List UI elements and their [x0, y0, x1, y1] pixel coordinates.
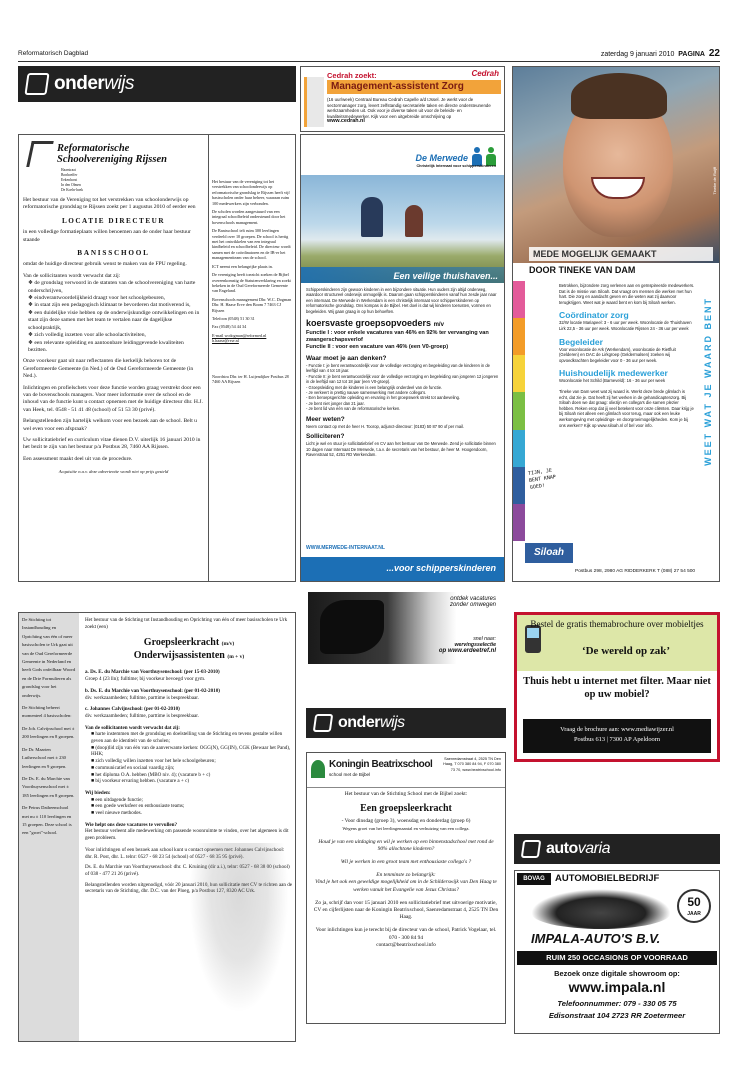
urk-req: ■ (doop)lid zijn van één van de aanverwante kerken: OGG(N), GG(IN), CGK (Bewaar het Pand), HHK;: [91, 744, 291, 758]
merwede-bullet: - Je verkeert in prettig nauwe samenwerking met andere collega's.: [306, 390, 427, 396]
merwede-footer: [301, 557, 504, 581]
rsv-ad: [18, 134, 296, 582]
beatrix-email[interactable]: contact@beatrixschool.info: [376, 941, 436, 948]
merwede-bullet: - Je bent niet jonger dan 21 jaar.: [306, 400, 365, 406]
merwede-bullet-text: Je bent lid van één van de reformatorische kerken.: [308, 406, 401, 412]
erdee-l1: ontdek vacatures: [450, 596, 496, 602]
media-quote: ‘De wereld op zak’: [581, 645, 671, 657]
urk-w: Wij bieden:: [85, 789, 111, 796]
rsv-p2: Inlichtingen en profielschets voor deze functie worden graag verstrekt door een van de bovenschools managers. Voor meer informatie over de school en de inhoud van de functie kunt u contact opnemen met de huidige directeur dhr. H.J. van Heek, tel. 0548 - 51 41 48 (school) of 51 53 30 (privé).: [23, 384, 203, 413]
siloah-hair: [571, 73, 667, 119]
siloah-logo: Siloah: [525, 543, 573, 563]
siloah-job1: Coördinator zorg: [559, 310, 629, 321]
urk-c-text: div. werkzaamheden; fulltime, parttime is bespreekbaar.: [85, 712, 199, 719]
urk-h1-suffix: (m/v): [221, 641, 235, 648]
page-header: [18, 48, 720, 62]
rsv-req: ❖ in staat zijn een pedagogisch klimaat te bevorderen dat motiverend is,: [28, 302, 191, 309]
rsv-req: ❖ de grondslag verwoord in de statuten van de schoolvereniging van harte onderschrijven,: [28, 280, 196, 294]
section-onderwijs-bar: [18, 66, 296, 102]
urk-ad: [18, 612, 296, 1042]
beatrix-d: - Voor dinsdag (groep 3), woensdag en donderdag (groep 6): [341, 818, 471, 825]
merwede-h2: Waar moet je aan denken?: [306, 355, 387, 363]
merwede-logo: De Merwede: [415, 153, 468, 163]
erdee-l2: zonder omwegen: [449, 602, 496, 608]
urk-side-p: De Joh. Calvijnschool met ± 200 leerlingen en 8 groepen.: [22, 725, 75, 740]
urk-intro: Het bestuur van de Stichting tot Instandhouding en Oprichting van één of meer basisscholen te Urk zoekt (een): [85, 617, 288, 630]
rsv-side-p: Fax (0548) 54 44 34: [212, 324, 247, 330]
siloah-job1-text: 32/W locatie Mariapeel: 3 - 6 uur per week. Woonlocatie de Thuishaven Lirk 22,5 - 36 uur per week. Woonlocatie Rijssen 24 - 36 uur per week: [559, 320, 692, 331]
siloah-ad: [512, 66, 720, 582]
page-number-block: [601, 48, 720, 59]
rsv-p1: Onze voorkeur gaat uit naar reflectanten die kerkelijk behoren tot de Gereformeerde Gemeente (in Ned.) of de Oud Gereformeerde Gemeente (in Ned.).: [23, 358, 194, 380]
merwede-bullets: [306, 363, 500, 412]
urk-req-text: bij voorkeur ervaring hebben. (vacature a + c): [95, 778, 190, 785]
rsv-side-p: ICT neemt een belangrijke plaats in.: [212, 263, 273, 269]
rsv-side-p: Bovenschools management Dhr. W.C. Dogman Dhr. H. Haase Erve den Boom 7 7463 CJ Rijssen: [212, 296, 292, 313]
cedrah-body: [327, 97, 503, 125]
cedrah-url[interactable]: www.cedrah.nl: [327, 118, 365, 125]
rsv-side-p: De Banisschool telt ruim 300 leerlingen verdeeld over 10 groepen. De school is hertig met het ontwikkelen van een integraal kindbeleid en schoolbeleid. De directeur wordt samen met de coördinatoren en de IB-er het managementteam van de school.: [212, 228, 291, 261]
rsv-logo: [19, 135, 208, 165]
cedrah-logo: Cedrah: [471, 69, 499, 78]
rsv-schools: [19, 165, 208, 193]
merwede-h1: koersvaste groepsopvoeders: [306, 318, 432, 329]
rsv-p3: Belangstellenden zijn hartelijk welkom voor een bezoek aan de school. Belt u wel even voor een afspraak?: [23, 418, 197, 432]
merwede-bullet-text: Je bent niet jonger dan 21 jaar.: [308, 400, 365, 406]
rsv-intro2: in een volledige formatieplaats willen benoemen aan de onder haar bestuur staande: [23, 229, 191, 243]
rsv-emblem-icon: [26, 141, 54, 167]
merwede-photo: [301, 175, 504, 283]
merwede-bullet: - Groepsleiding met de kinderen is een belangrijk onderdeel van de functie.: [306, 384, 443, 390]
rsv-req-text: de grondslag verwoord in de statuten van de schoolvereniging van harte onderschrijven,: [28, 280, 196, 294]
urk-side-p: De Ds. E. du Marchie van Voorthuysenschool met ± 185 leerlingen en 8 groepen.: [22, 775, 75, 798]
siloah-headline: MEDE MOGELIJK GEMAAKT: [529, 247, 713, 261]
urk-req-text: (doop)lid zijn van één van de aanverwante kerken: OGG(N), GG(IN), CGK (Bewaar het Pand), HHK;: [91, 744, 291, 758]
auto-word2: varia: [577, 840, 610, 857]
header-rule: [18, 61, 720, 62]
siloah-job2-text: Voor woonlocatie de Ark (Werkendam), woonlocatie de Rietfluit (Gelderen) en DAC de Lirkgroep (Geldermalsen) zoeken wij opvoedkrachten begeleider voor 0 - 36 uur per week.: [559, 346, 676, 363]
impala-car-icon: [531, 889, 671, 929]
rsv-req-text: zich volledig inzetten voor alle schoolactiviteiten,: [34, 332, 146, 339]
section-word1-2: onder: [338, 714, 380, 731]
siloah-handwriting: TIJN, JE BENT KNAP GOED!: [527, 467, 557, 491]
impala-address: Edisonstraat 104 2723 RR Zoetermeer: [548, 1011, 686, 1020]
media-b2: Postbus 613 | 7300 AP Apeldoorn: [573, 736, 661, 743]
urk-req: ■ harte instemmen met de grondslag en doelstelling van de Stichting en tevens gestalte willen geven aan de identiteit van de scholen;: [91, 731, 283, 745]
rsv-school: Haarstraat: [61, 168, 76, 172]
rsv-req-list: [23, 280, 204, 354]
urk-sidebar: [19, 613, 79, 1041]
media-b1[interactable]: Vraag de brochure aan: www.mediawijzer.nl: [560, 726, 674, 733]
section-word2: wijs: [104, 73, 134, 94]
rsv-side-p: Telefoon (0548) 51 30 31: [212, 315, 255, 321]
rsv-school: Eekenhorst: [61, 178, 78, 182]
merwede-bullet: - Functie II: je bent verantwoordelijk voor de volledige verzorging en begeleiding van jongeren 12 jongeren in de leeftijd van 12 tot 18 jaar (een V0-groep).: [306, 373, 499, 385]
section-word1: onder: [54, 73, 105, 94]
erdee-l3: snel naar:: [473, 636, 496, 642]
impala-ad: [514, 870, 720, 1034]
beatrix-i1: Het bestuur van de Stichting School met de Bijbel zoekt:: [344, 791, 468, 797]
siloah-body: [559, 283, 695, 428]
impala-name: IMPALA-AUTO'S B.V.: [531, 931, 661, 946]
urk-a-text: Groep 4 (23 lln); fulltime; bij voorkeur bevoegd voor gym.: [85, 676, 206, 683]
urk-offer: ■ veel nieuwe methodes.: [91, 810, 142, 817]
siloah-intro: Betrokken, bijzondere zorg verlenen aan en geïnspireerde medewerkers. Dat is de missie van Siloah. Dat vraagt om mensen die werken met hun hart. Die zorg en aandacht geven en die weten wat zij daarvoor terugkrijgen. Weet wat je waard bent en kom bij Siloah werken.: [559, 283, 695, 305]
urk-tree-watermark: [189, 843, 289, 1013]
cedrah-label: Cedrah zoekt:: [327, 71, 377, 80]
media-title: Bestel de gratis themabrochure over mobieltjes: [530, 619, 704, 629]
urk-send: Belangstellenden worden uitgenodigd, vóór 20 januari 2010, hun sollicitatie met CV te richten aan de secretaris van de Stichting, dhr. D.C. van der Ploeg, p/a Postbus 127, 8320 AC Urk.: [85, 881, 293, 895]
rsv-req: ❖ een relevante opleiding en aantoonbare leidinggevende kwaliteiten bezitten.: [28, 339, 184, 353]
media-question: Thuis hebt u internet met filter. Maar niet op uw mobiel?: [523, 676, 711, 700]
urk-req-list: [85, 731, 293, 785]
merwede-h1-suffix: m/v: [433, 322, 444, 329]
rsv-side-p: Noordstra Dhr. ter H. Luijendijker Postbus 28 7460 AA Rijssen: [212, 373, 289, 384]
rsv-req-text: een relevante opleiding en aantoonbare leidinggevende kwaliteiten bezitten.: [28, 339, 184, 353]
merwede-h3: Meer weten?: [306, 415, 345, 423]
urk-offer: ■ een goede werksfeer en enthousiaste teams;: [91, 803, 185, 810]
rsv-req: ❖ zich volledig inzetten voor alle schoolactiviteiten,: [28, 332, 146, 339]
urk-a: a. Ds. E. du Marchie van Voorthuysenschool: (per 15-03-2010): [85, 669, 220, 676]
urk-v: Van de sollicitanten wordt verwacht dat zij:: [85, 724, 180, 731]
rsv-req-text: een duidelijke visie hebben op de onderwijskundige ontwikkelingen en in staat zijn deze samen met het team te vertalen naar de dagelijkse schoolpraktijk,: [28, 309, 200, 331]
beatrix-logo-text: Koningin Beatrixschool: [329, 759, 433, 770]
siloah-vertical-slogan: WEET WAT JE WAARD BENT: [703, 297, 713, 466]
rsv-req: ❖ eindverantwoordelijkheid draagt voor het schoolgebeuren,: [28, 295, 166, 302]
siloah-footer: Postbus 298, 2980 AG RIDDERKERK T (088) 27 54 500: [575, 569, 696, 574]
beatrix-crown-icon: [311, 760, 325, 778]
siloah-job3: Huishoudelijk medewerker: [559, 368, 668, 379]
urk-req: ■ het diploma O.A. hebben (MBO niv. 4); (vacature b + c): [91, 771, 211, 778]
section-word2-2: wijs: [379, 714, 405, 731]
merwede-f2: Functie II : voor een vacature van 46% (een V0-groep): [306, 344, 449, 351]
siloah-photo-credit: Tineke de Ruijff: [712, 167, 717, 195]
erdee-l4: wervingsselectie: [454, 642, 496, 648]
auto-word1: auto: [546, 840, 578, 857]
merwede-ad: [300, 134, 505, 582]
impala-www[interactable]: www.impala.nl: [568, 979, 666, 995]
urk-b-text: div. werkzaamheden; fulltime, parttime is bespreekbaar.: [85, 694, 199, 701]
urk-side-p: De Dr. Maarten Lutherschool met ± 230 leerlingen en 9 groepen.: [22, 746, 67, 769]
siloah-photo: [513, 67, 719, 263]
rsv-intro: Het bestuur van de Vereniging tot het verstrekken van schoolonderwijs op reformatorische grondslag te Rijssen zoekt per 1 augustus 2010 of eerder een: [23, 197, 196, 211]
impala-bez: Bezoek onze digitale showroom op:: [554, 969, 680, 978]
merwede-f1: Functie I : voor enkele vacatures van 46% en 92% ter vervanging van zwangerschapsverlof: [306, 330, 489, 344]
rsv-req-text: eindverantwoordelijkheid draagt voor het schoolgebeuren,: [34, 295, 166, 302]
merwede-intro: Schipperskinderen zijn gewoon kinderen in een bijzondere situatie. Hun ouders zijn altijd onderweg, waardoor structureel onderwijs onmogelijk is. Daarom gaan schipperskinderen vanaf hun zesde jaar naar een internaat. De Merwede in Werkendam is een christelijk internaat voor schipperskinderen op reformatorische grondslag. Ons kompas is de Bijbel. Het doel is dat wij kinderen toerusten, vormen en begeleiden. Wij gaan graag in op hun behoeften.: [306, 287, 497, 314]
urk-side-p: De Stichting beheert momenteel 4 basisscholen:: [22, 705, 72, 719]
urk-info1: Voor inlichtingen of een bezoek aan school kunt u contact opnemen met: Johannes Calvijnschool: dhr. R. Post, dhr. L. telnr: 0527 - 68 23 54 (school) of 0527 - 68 35 95 (privé).: [85, 846, 285, 860]
rsv-name: Reformatorische Schoolvereniging Rijssen: [57, 143, 167, 165]
urk-offer-text: een goede werksfeer en enthousiaste teams;: [95, 803, 185, 810]
newspaper-name: Reformatorisch Dagblad: [18, 50, 89, 57]
erdee-figure: [320, 600, 384, 654]
merwede-p4: Licht je wel en stuur je sollicitatiebrief en CV aan het bestuur van De Merwede. Zend je sollicitatie binnen 10 dagen naar Internaat De Merwede, t.a.v. de secretaris van het bestuur, de heer M. Hoogendoorn, Ravenstraat 52, 4251 RD Werkendam.: [306, 441, 496, 457]
cedrah-title: Management-assistent Zorg: [327, 80, 501, 94]
erdee-top-text: [450, 596, 496, 608]
media-top: [517, 615, 717, 671]
beatrix-q1: Houd je van een uitdaging en wil je werken op een binnenstadschool met rond de 90% allochtone kinderen?: [318, 838, 494, 852]
urk-offer-list: [85, 797, 293, 817]
merwede-bullet-text: Je verkeert in prettig nauwe samenwerking met andere collega's.: [308, 390, 427, 396]
merwede-h4: Solliciteren?: [306, 433, 345, 441]
beatrix-sub: school met de Bijbel: [329, 772, 371, 777]
rsv-body: [19, 193, 208, 476]
rsv-req-text: in staat zijn een pedagogisch klimaat te bevorderen dat motiverend is,: [34, 302, 191, 309]
urk-h2: Onderwijsassistenten: [133, 650, 225, 662]
rsv-school: De Koeln-hoek: [61, 188, 84, 192]
siloah-job3-text: Woonlocatie het Schild (Barneveld): 16 - 36 uur per week: [559, 378, 666, 384]
urk-h2-suffix: (m + v): [227, 654, 245, 661]
urk-req-text: harte instemmen met de grondslag en doelstelling van de Stichting en tevens gestalte willen geven aan de identiteit van de scholen;: [91, 731, 283, 745]
cedrah-ad: [300, 66, 505, 132]
rsv-school-name: BANISSCHOOL: [77, 249, 150, 258]
section-autovaria-bar: [514, 834, 720, 864]
badge-jaar: JAAR: [687, 911, 701, 917]
impala-ruim: RUIM 250 OCCASIONS OP VOORRAAD: [517, 951, 717, 965]
urk-side-p: De Stichting tot Instandhouding en Oprichting van één of meer basisscholen te Urk gaat uit van de Oud Gereformeerde Gemeente in Nederland en heeft Gods onfeilbaar Woord en de Drie Formulieren als grondslag voor het onderwijs.: [22, 617, 76, 698]
siloah-job2: Begeleider: [559, 336, 603, 347]
siloah-byline: DOOR TINEKE VAN DAM: [529, 265, 636, 275]
merwede-bullet-text: Een beroepsgerichte opleiding en ervaring in het groepswerk strekt tot aanbeveling.: [308, 395, 461, 401]
pagina-label: PAGINA: [678, 51, 705, 58]
beatrix-q4: Vind je het ook een geweldige mogelijkheid om in de Schilderswijk van Den Haag te werken vanuit het Evangelie van Jezus Christus?: [315, 879, 497, 893]
merwede-bullet-text: Groepsleiding met de kinderen is een belangrijk onderdeel van de functie.: [308, 384, 443, 390]
media-contact-box: [523, 719, 711, 753]
rsv-req-title: Van de sollicitanten wordt verwacht dat zij:: [23, 272, 121, 279]
beatrix-ad: [306, 752, 506, 1024]
beatrix-address: Saenredamstraat 4, 2525 TN Den Haag, T 070 380 84 94, F 070 380 73 70, www.beatrixschool.info: [443, 757, 501, 772]
onderwijs-icon: [24, 73, 49, 95]
urk-h1: Groepsleerkracht: [143, 637, 220, 649]
impala-tel: Telefoonnummer: 079 - 330 05 75: [557, 999, 677, 1008]
issue-date: zaterdag 9 januari 2010: [600, 51, 675, 58]
onderwijs-icon-2: [313, 714, 334, 732]
beatrix-heading: Een groepsleerkracht: [360, 803, 452, 815]
erdee-bottom-text: [439, 636, 496, 654]
beatrix-d2: Wegens groei van het leerlingenaantal en verhuizing van een collega.: [342, 826, 470, 832]
erdee-ad: [308, 592, 506, 664]
section-onderwijs-bar-2: [306, 708, 506, 738]
beatrix-logo: [311, 757, 441, 783]
rsv-side-p: De scholen worden aangestuurd van een integraal schoolbeleid ondersteund door het bovenschools management.: [212, 209, 286, 225]
merwede-bullet: - Je bent lid van één van de reformatorische kerken.: [306, 406, 401, 412]
rsv-side-p: Het bestuur van de vereniging tot het verstrekken van schoolonderwijs op reformatorische grondslag te Rijssen heeft vijf basisscholen onder haar beheer, waaraan ruim 100 medewerkers zijn verbonden.: [212, 179, 290, 206]
beatrix-body: [313, 791, 499, 949]
rsv-side-email: E-mail wcdogman@reformed.nl h.haase@rsvr.nl: [212, 332, 267, 344]
rsv-side-p: De vereniging heeft toezicht zoeken de Bijbel overeenkomstig de Statutenverklaring en zoekt bekeken in de Oud Gereformeerde Gemeente van Engeland.: [212, 272, 291, 294]
badge-years: 50: [687, 895, 701, 909]
merwede-tagline: Een veilige thuishaven...: [393, 271, 498, 281]
merwede-bullet-text: Functie II: je bent verantwoordelijk voor de volledige verzorging en begeleiding van jongeren 12 jongeren in de leeftijd van 12 tot 18 jaar (een V0-groep).: [306, 373, 499, 385]
rsv-footnote: Acquisitie n.a.v. deze advertentie wordt niet op prijs gesteld: [58, 469, 169, 475]
erdee-url[interactable]: op www.erdeetref.nl: [438, 648, 496, 654]
mediawijzer-ad: [514, 612, 720, 762]
urk-m-text: Het bestuur verleent alle medewerking om passende woonruimte te vinden, over het algemeen is dit geen probleem.: [85, 828, 289, 842]
urk-req-text: communicatief en sociaal vaardig zijn;: [95, 764, 175, 771]
merwede-sub: Christelijk Internaat voor schipperskinderen: [416, 164, 496, 168]
merwede-p3: Neem contact op met de heer H. Toorop, adjunct-directeur: (0183) 50 87 90 of per mail.: [306, 423, 465, 429]
urk-side-p: De Petrus Datheenschool met nu ± 110 leerlingen en 15 groepen. Deze school is een "groei"-school.: [22, 805, 72, 836]
urk-req-text: zich volledig willen inzetten voor het hele schoolgebeuren;: [95, 758, 216, 765]
urk-offer: ■ een uitdagende functie;: [91, 796, 143, 803]
urk-req-text: het diploma O.A. hebben (MBO niv. 4); (vacature b + c): [95, 771, 211, 778]
merwede-bullet: - Een beroepsgerichte opleiding en ervaring in het groepswerk strekt tot aanbeveling.: [306, 395, 461, 401]
rsv-p4: Uw sollicitatiebrief en curriculum vitae dienen D.V. uiterlijk 16 januari 2010 in het bezit te zijn van het bestuur p/a Postbus 28, 7460 AA Rijssen.: [23, 436, 201, 451]
rsv-p5: Een assessment maakt deel uit van de procedure.: [23, 455, 133, 462]
merwede-body: [306, 287, 500, 457]
urk-offer-text: een uitdagende functie;: [95, 796, 143, 803]
urk-m: Wie helpt ons deze vacatures te vervullen?: [85, 821, 178, 828]
beatrix-q3: En tenminste zo belangrijk:: [376, 872, 436, 879]
merwede-tag2: ...voor schipperskinderen: [386, 563, 496, 573]
rsv-req: ❖ een duidelijke visie hebben op de onderwijskundige ontwikkelingen en in staat zijn deze samen met het team te vertalen naar de dagelijkse schoolpraktijk,: [28, 309, 200, 331]
beatrix-p: Zo ja, schrijf dan voor 15 januari 2010 een sollicitatiebrief met uitvoerige motivatie, CV en cijferlijsten naar de Koningin Beatrixschool, Saenredamstraat 4, 2525 TN Den Haag.: [313, 899, 499, 921]
urk-req: ■ bij voorkeur ervaring hebben. (vacature a + c): [91, 778, 190, 785]
rsv-sidebar: [212, 179, 294, 384]
urk-req: ■ zich volledig willen inzetten voor het hele schoolgebeuren;: [91, 758, 216, 765]
beatrix-contact: Voor inlichtingen kun je terecht bij de directeur van de school, Patrick Vogelaar, tel. 070 - 300 84 94: [315, 927, 497, 941]
siloah-paragraph: Tineke van Dam weet wat zij waard is. Werkt deze brede glimlach is echt, dat zie je. Dat heeft zij het werken in de gehandicaptenzorg. Bij Siloah doen we dat graag: oliezijn en collega's die samen plezier hebben. Reken erop dat jij veel betekent voor onze cliënten. Daar krijg je bij Siloah niet alleen een glimlach voor terug, maar ook een leuke werkomgeving met opleidings- en doorgroeimogelijkheden. Kom je bij ons werken? Kijk op www.siloah.nl of bel voor info.: [559, 388, 694, 428]
cedrah-side-image: [304, 77, 324, 127]
beatrix-q2: Wil je werken in een groot team met enthousiaste collega's ?: [340, 859, 472, 866]
rsv-school: In den Olmen: [61, 183, 81, 187]
merwede-header: [301, 135, 504, 175]
merwede-url[interactable]: WWW.MERWEDE-INTERNAAT.NL: [306, 545, 385, 551]
urk-offer-text: veel nieuwe methodes.: [95, 810, 142, 817]
merwede-bullet: - Functie I: je bent verantwoordelijk voor de volledige verzorging en begeleiding van de kinderen in de leeftijd van 4 tot 18 jaar.: [306, 363, 490, 374]
rsv-job-title: LOCATIE DIRECTEUR: [61, 216, 166, 225]
fifty-years-badge: [677, 889, 711, 923]
urk-b: b. Ds. E. du Marchie van Voorthuysenschool: (per 01-02-2010): [85, 687, 220, 694]
rsv-school: Bonhoeffer: [61, 173, 78, 177]
siloah-color-strip: [513, 281, 525, 541]
bovag-logo: BOVAG: [517, 873, 551, 885]
urk-info2: Ds. E. du Marchie van Voorthuysenschool: dhr. C. Kruining (dir a.i.), telnr: 0527 - 68 38 00 (school) of 038 - 477 21 26 (privé).: [85, 864, 290, 877]
page-num: 22: [708, 48, 720, 59]
rsv-main: [19, 135, 209, 581]
urk-c: c. Johannes Calvijnschool: (per 01-02-2010): [85, 706, 180, 713]
cedrah-body-text: (16 uur/week) Centraal Bureau Cedrah Capelle a/d IJssel. Je werkt voor de sectormanager zorg, levert zelfstandig secretariële taken en directe ondersteunende werkzaamheden uit. Ook voor je diverse taken uit voor de beleids- en kwaliteitsmedewerker. Kijk voor een uitgebreide omschrijving op: [327, 97, 491, 119]
rsv-why: omdat de huidige directeur gebruik wenst te maken van de FPU regeling.: [23, 261, 187, 268]
autovaria-icon: [521, 840, 542, 858]
urk-req: ■ communicatief en sociaal vaardig zijn;: [91, 764, 175, 771]
impala-top: AUTOMOBIELBEDRIJF: [555, 873, 660, 884]
merwede-bullet-text: Functie I: je bent verantwoordelijk voor de volledige verzorging en begeleiding van de kinderen in de leeftijd van 4 tot 18 jaar.: [306, 363, 490, 374]
